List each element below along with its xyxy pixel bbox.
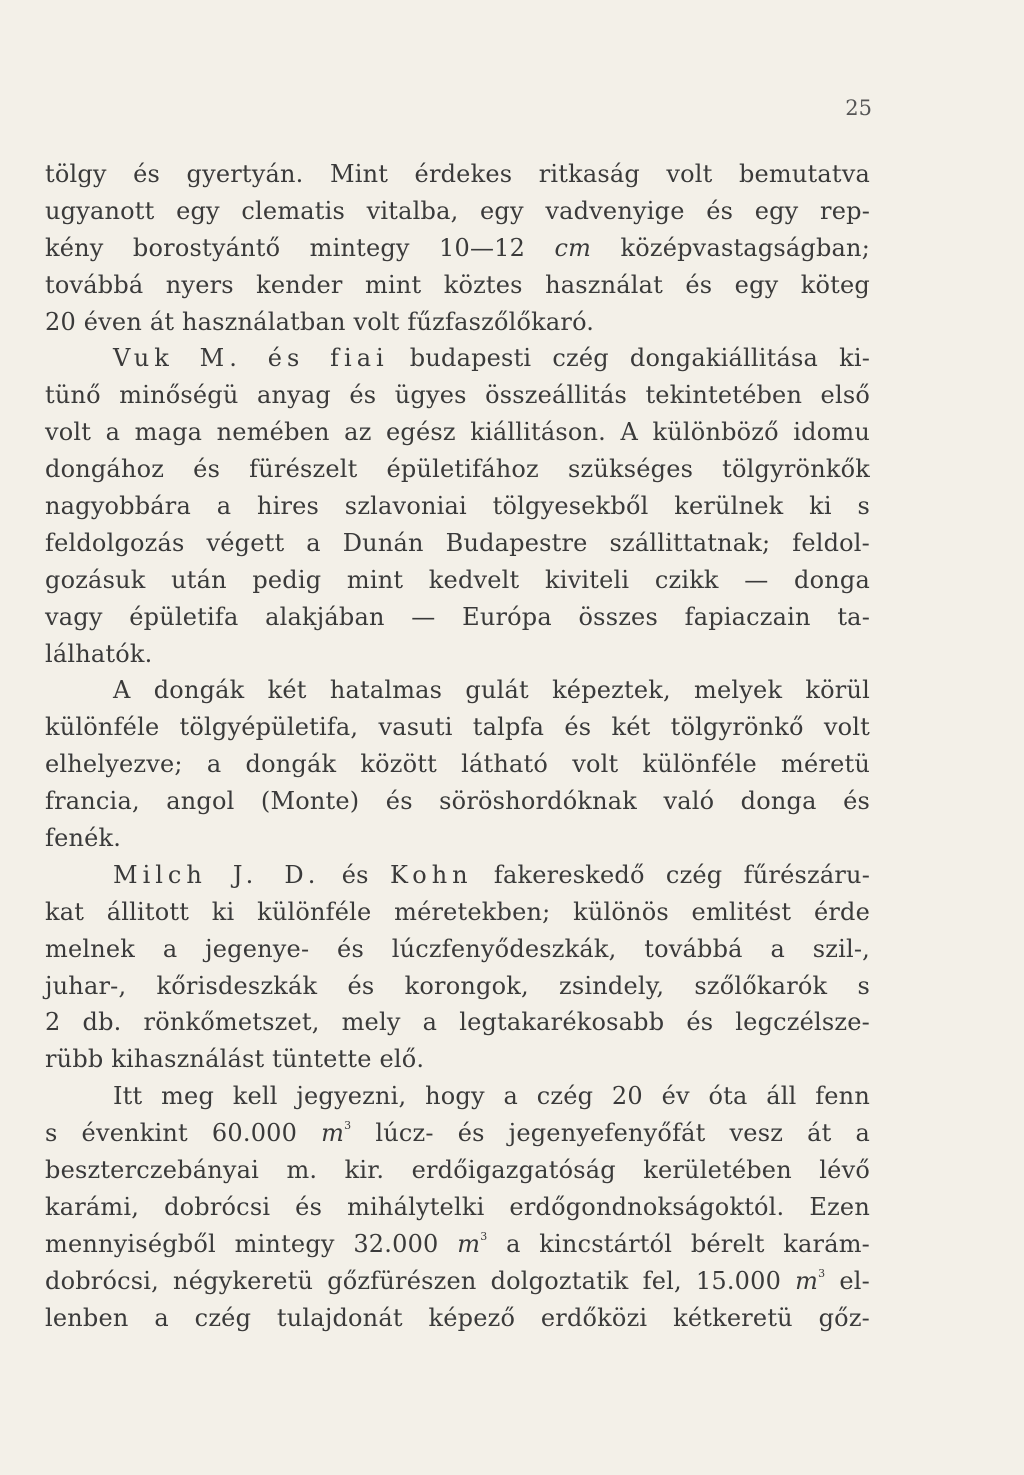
text-line: elhelyezve; a dongák között látható volt különféle méretü	[45, 750, 870, 779]
text-line	[45, 1115, 870, 1152]
text-line: 2 db. rönkőmetszet, mely a legtakarékosabb és legczélsze-	[45, 1008, 870, 1037]
text-line: vagy épületifa alakjában — Európa összes fapiaczain ta-	[45, 602, 870, 631]
text-fragment: középvastagságban;	[591, 233, 870, 262]
text-fragment: budapesti czég dongakiállitása ki-	[388, 344, 871, 373]
text-line: gozásuk után pedig mint kedvelt kiviteli czikk — donga	[45, 565, 870, 594]
text-line	[45, 857, 870, 894]
text-line: fenék.	[45, 824, 122, 853]
text-line: kat állitott ki különféle méretekben; különös emlitést érde	[45, 897, 870, 926]
text-line: nagyobbára a hires szlavoniai tölgyesekből kerülnek ki s	[45, 492, 870, 521]
body-text	[45, 156, 870, 1337]
text-line: lenben a czég tulajdonát képező erdőközi kétkeretü gőz-	[45, 1303, 870, 1332]
text-line: tünő minőségü anyag és ügyes összeállitás tekintetében első	[45, 381, 870, 410]
unit-exponent: 3	[344, 1119, 352, 1133]
text-fragment: és	[320, 860, 390, 889]
unit-m: m	[457, 1229, 481, 1258]
text-line	[45, 1226, 870, 1263]
text-line: Itt meg kell jegyezni, hogy a czég 20 év óta áll fenn	[113, 1082, 870, 1111]
company-name-milch: Milch J. D.	[113, 860, 321, 889]
text-fragment: dobrócsi, négykeretü gőzfürészen dolgoztatik fel, 15.000	[45, 1266, 796, 1295]
text-line: melnek a jegenye- és lúczfenyődeszkák, továbbá a szil-,	[45, 934, 870, 963]
text-line	[45, 340, 870, 377]
text-fragment: lúcz- és jegenyefenyőfát vesz át a	[351, 1119, 870, 1148]
text-line: továbbá nyers kender mint köztes használat és egy köteg	[45, 270, 870, 299]
text-line: francia, angol (Monte) és söröshordóknak való donga és	[45, 787, 870, 816]
unit-cm: cm	[554, 233, 592, 262]
text-line: volt a maga nemében az egész kiállitáson. A különböző idomu	[45, 418, 870, 447]
text-fragment: kény borostyántő mintegy 10—12	[45, 233, 555, 262]
text-fragment: mennyiségből mintegy 32.000	[45, 1229, 458, 1258]
unit-exponent: 3	[480, 1229, 488, 1243]
text-line: tölgy és gyertyán. Mint érdekes ritkaság volt bemutatva	[45, 160, 870, 188]
text-line: juhar-, kőrisdeszkák és korongok, zsindely, szőlőkarók s	[45, 971, 870, 1000]
text-line: különféle tölgyépületifa, vasuti talpfa és két tölgyrönkő volt	[45, 713, 870, 742]
text-fragment: s évenkint 60.000	[45, 1119, 322, 1148]
text-line: lálhatók.	[45, 639, 153, 668]
unit-m: m	[795, 1266, 819, 1295]
text-line: 20 éven át használatban volt fűzfaszőlőkaró.	[45, 307, 595, 336]
text-line: dongához és fürészelt épületifához szükséges tölgyrönkők	[45, 455, 870, 484]
company-name-kohn: Kohn	[389, 860, 473, 889]
text-line: ugyanott egy clematis vitalba, egy vadvenyige és egy rep-	[45, 196, 870, 225]
text-line	[45, 1263, 870, 1300]
text-line: rübb kihasználást tüntette elő.	[45, 1045, 425, 1074]
text-line: karámi, dobrócsi és mihálytelki erdőgondnokságoktól. Ezen	[45, 1192, 870, 1221]
text-fragment: a kincstártól bérelt karám-	[487, 1229, 870, 1258]
text-fragment: el-	[825, 1266, 870, 1295]
page-number: 25	[845, 96, 872, 120]
text-fragment: fakereskedő czég fűrészáru-	[472, 860, 871, 889]
text-line: feldolgozás végett a Dunán Budapestre szállittatnak; feldol-	[45, 528, 870, 557]
text-line: beszterczebányai m. kir. erdőigazgatóság kerületében lévő	[45, 1156, 870, 1185]
company-name-vuk: Vuk M. és fiai	[113, 344, 389, 373]
unit-exponent: 3	[818, 1266, 826, 1280]
unit-m: m	[321, 1119, 345, 1148]
text-line	[45, 230, 870, 267]
text-line: A dongák két hatalmas gulát képeztek, melyek körül	[113, 676, 870, 705]
